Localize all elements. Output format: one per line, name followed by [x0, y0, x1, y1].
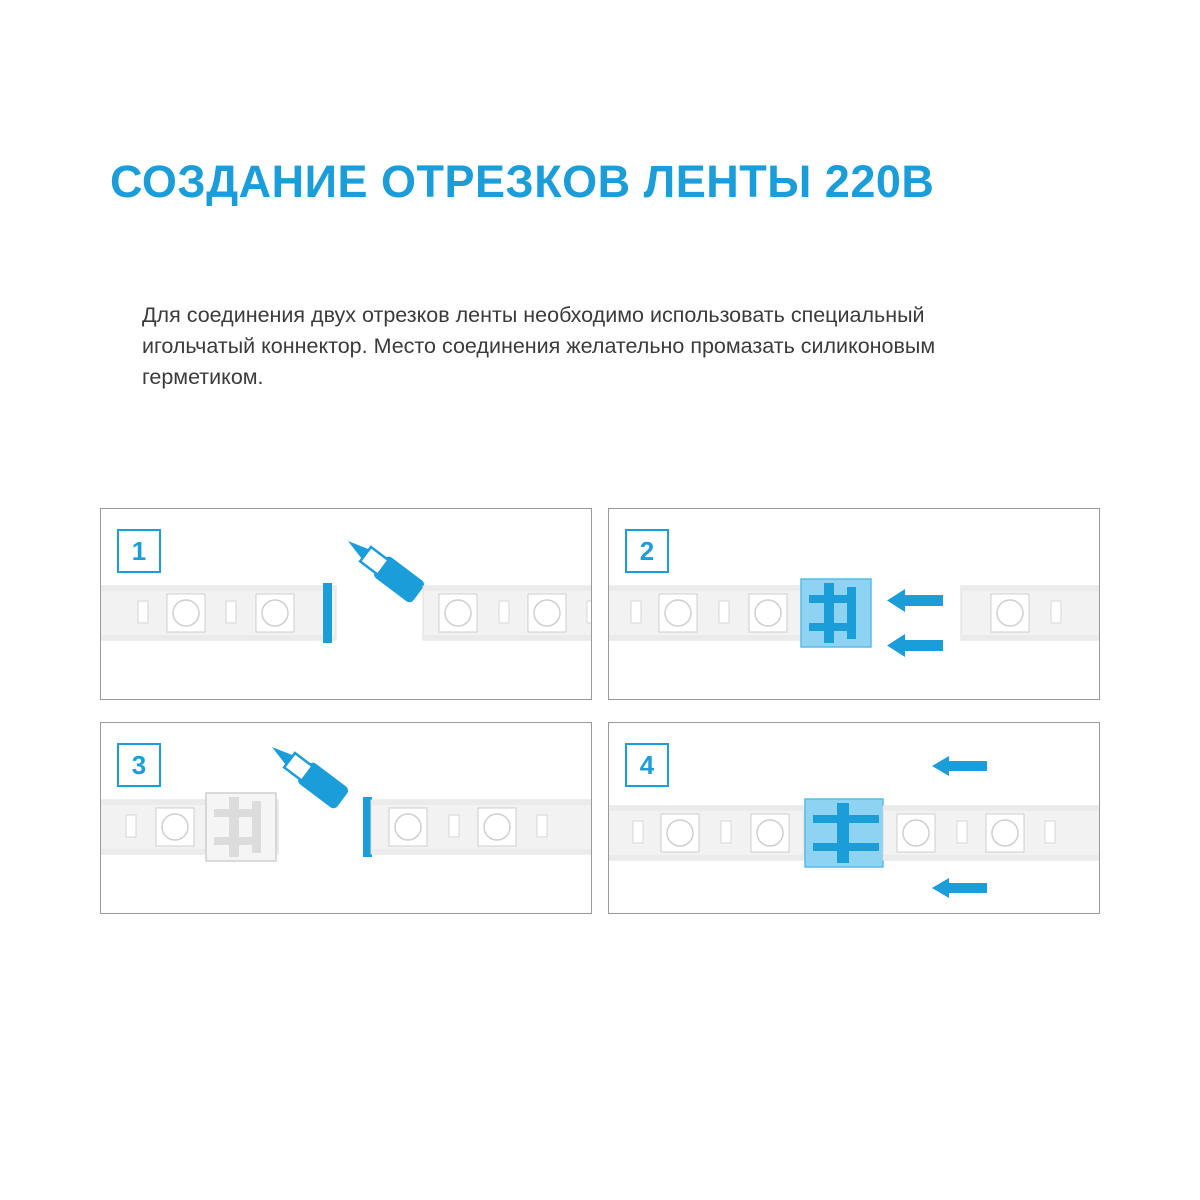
- knife-icon: [340, 531, 426, 605]
- arrow-left-top: [887, 589, 943, 612]
- page-title: СОЗДАНИЕ ОТРЕЗКОВ ЛЕНТЫ 220В: [110, 156, 935, 208]
- step-number-badge: 1: [117, 529, 161, 573]
- step-panel-2: [608, 508, 1100, 700]
- arrow-left-bottom: [932, 878, 987, 898]
- knife-icon: [264, 737, 350, 811]
- step-1-illustration: [101, 509, 591, 699]
- step-number-badge: 2: [625, 529, 669, 573]
- led-strip-right: [423, 586, 592, 640]
- step-2-illustration: [609, 509, 1099, 699]
- step-panel-4: [608, 722, 1100, 914]
- led-strip-left: [609, 586, 829, 640]
- step-panel-1: [100, 508, 592, 700]
- led-strip-right: [961, 586, 1100, 640]
- connector-blue: [801, 579, 871, 647]
- step-4-illustration: [609, 723, 1099, 913]
- step-number-badge: 4: [625, 743, 669, 787]
- led-strip-left: [609, 806, 804, 860]
- step-3-illustration: [101, 723, 591, 913]
- arrow-left-bottom: [887, 634, 943, 657]
- connector-grey: [206, 793, 276, 861]
- step-number-badge: 3: [117, 743, 161, 787]
- led-strip-left: [101, 586, 336, 640]
- led-strip-right: [883, 806, 1100, 860]
- cut-line: [323, 583, 332, 643]
- intro-paragraph: Для соединения двух отрезков ленты необходимо использовать специальный игольчатый коннектор. Место соединения желательно промазать силиконовым герметиком.: [142, 302, 936, 389]
- step-panel-3: [100, 722, 592, 914]
- connector-blue: [805, 799, 883, 867]
- led-strip-right: [371, 800, 592, 854]
- arrow-left-top: [932, 756, 987, 776]
